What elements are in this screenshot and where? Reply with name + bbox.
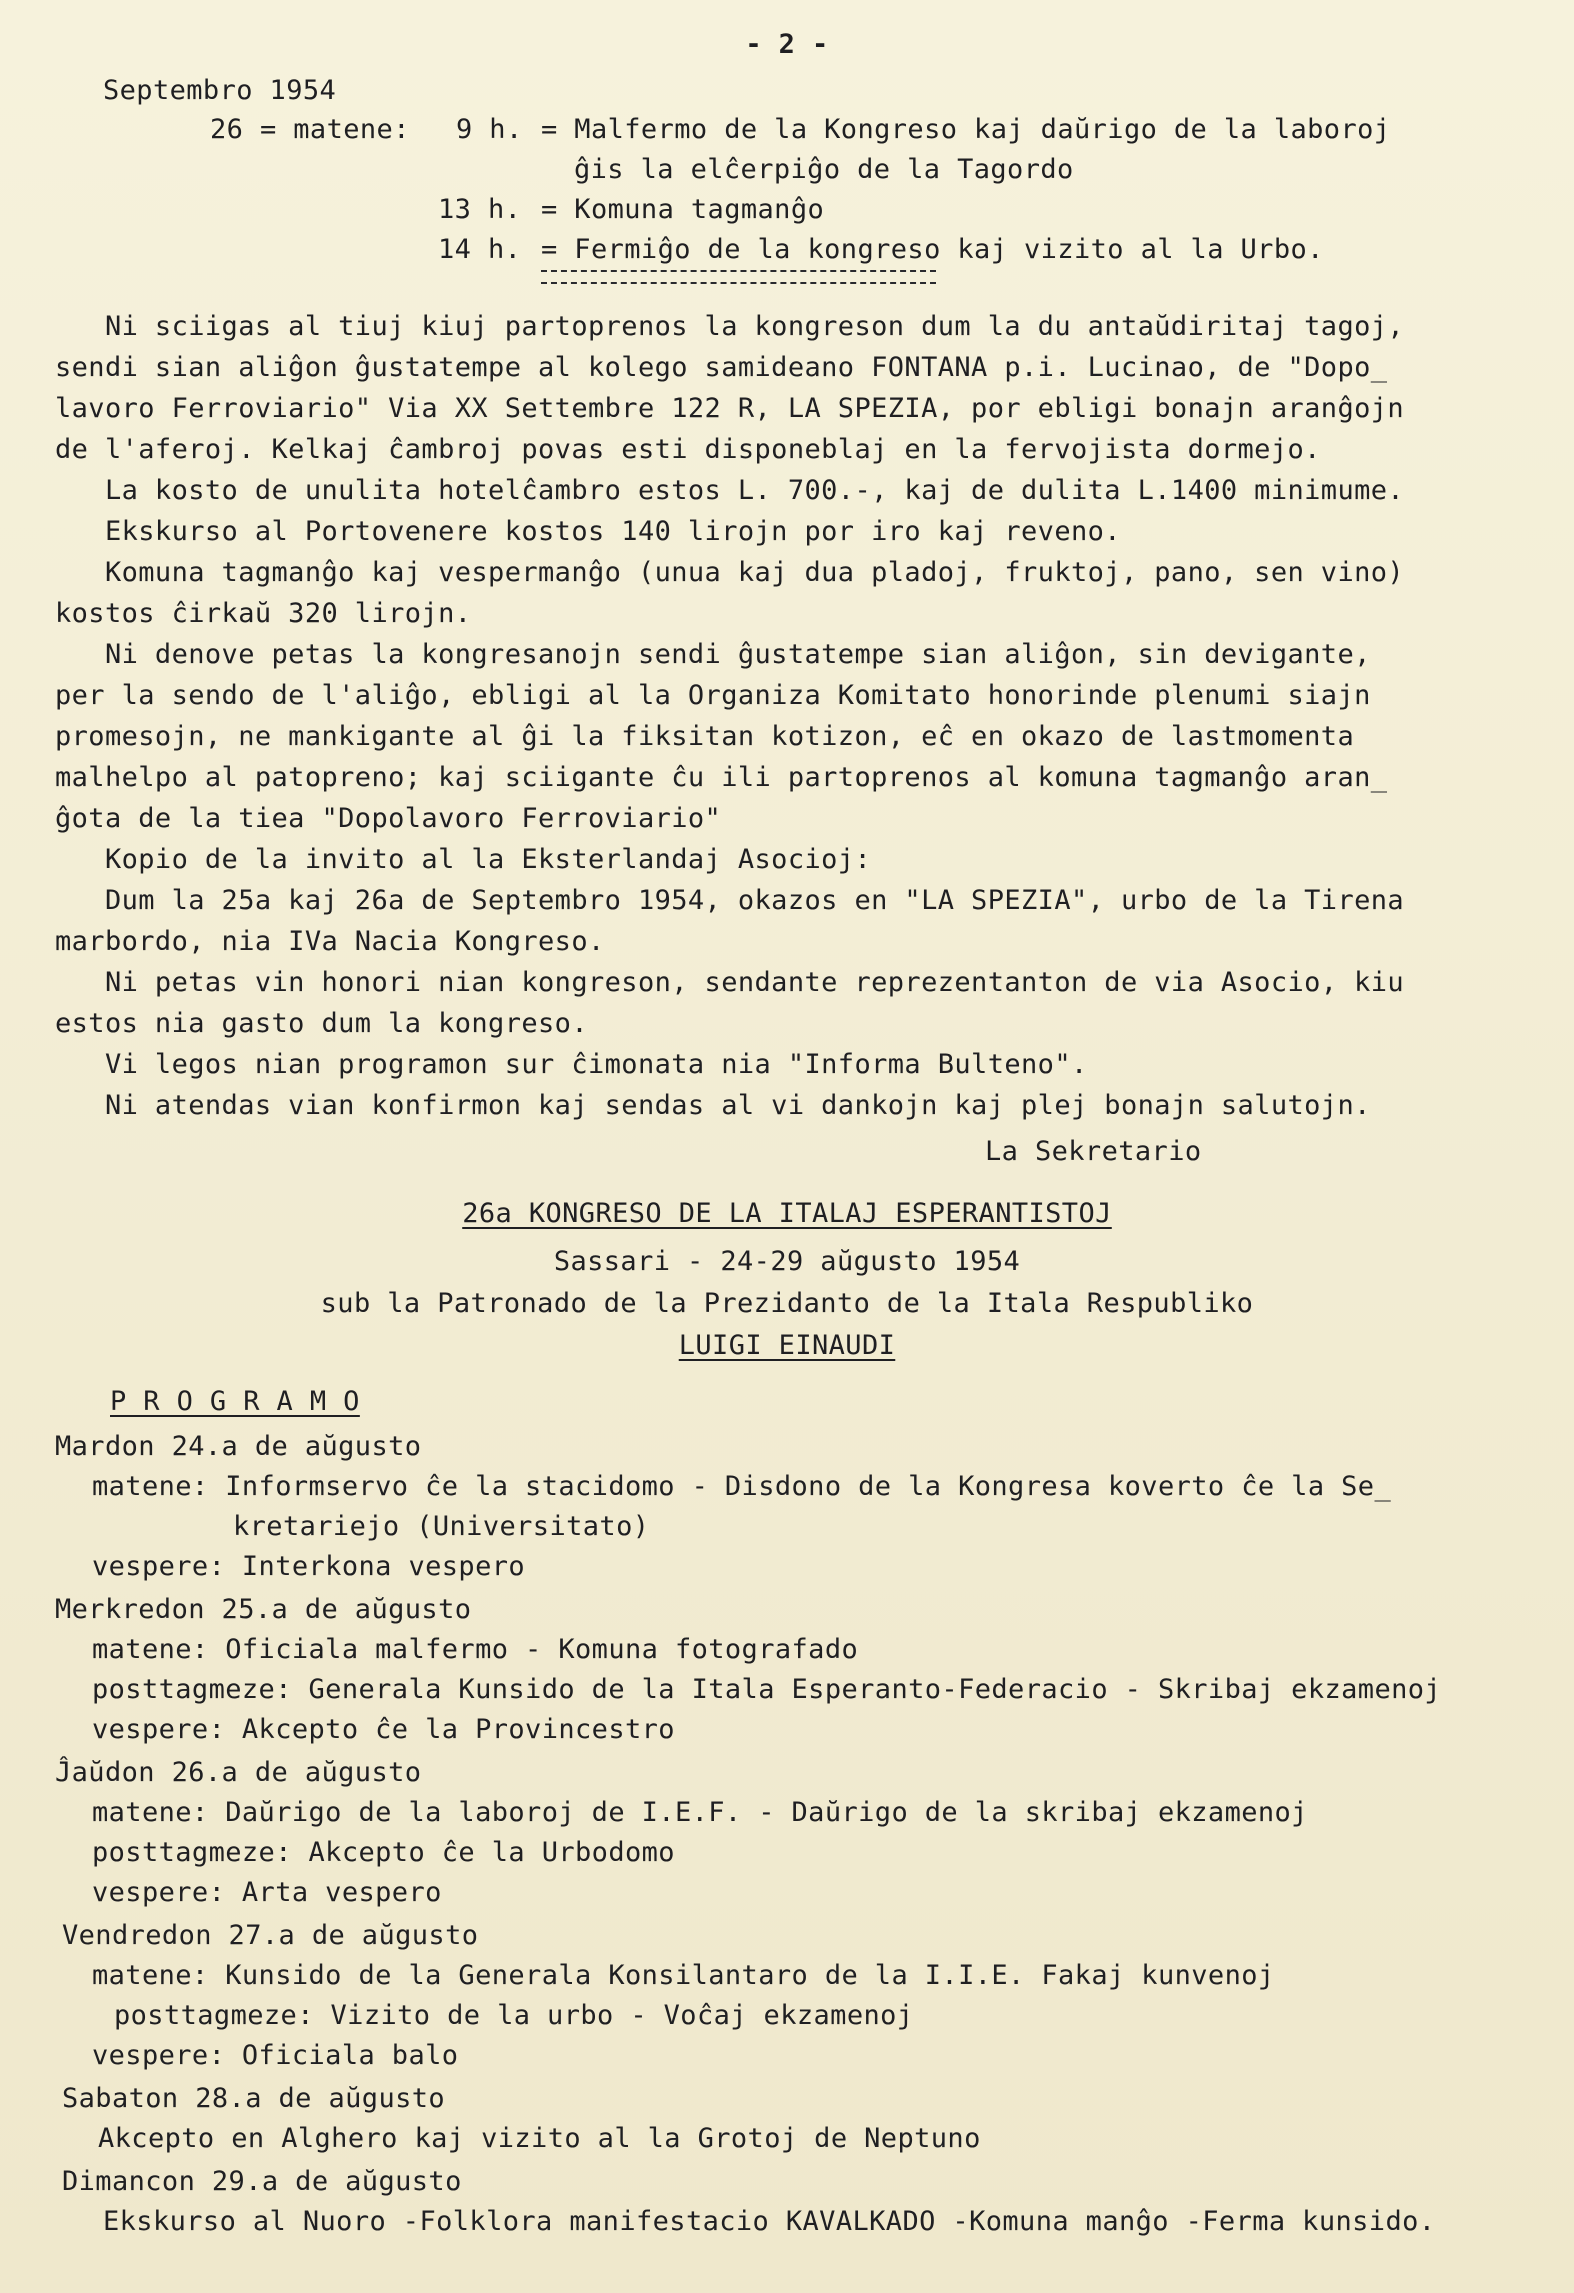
program-entry: vespere: Akcepto ĉe la Provincestro [92,1714,675,1745]
schedule-text: = Komuna tagmanĝo [541,194,825,225]
program-entry: Akcepto en Alghero kaj vizito al la Grotoj de Neptuno [98,2123,981,2154]
program-entry: posttagmeze: Generala Kunsido de la Itala Esperanto-Federacio - Skribaj ekzamenoj [92,1674,1442,1705]
body-line: La kosto de unulita hotelĉambro estos L. 700.-, kaj de dulita L.1400 minimume. [55,475,1405,506]
body-line: Ekskurso al Portovenere kostos 140 lirojn por iro kaj reveno. [55,516,1121,547]
body-line: estos nia gasto dum la kongreso. [55,1008,588,1039]
schedule-time: 14 h. [438,234,522,265]
program-day: Dimancon 29.a de aŭgusto [62,2166,462,2197]
program-day: Merkredon 25.a de aŭgusto [55,1594,472,1625]
program-entry: matene: Kunsido de la Generala Konsilantaro de la I.I.E. Fakaj kunvenoj [92,1960,1275,1991]
body-line: Ni denove petas la kongresanojn sendi ĝustatempe sian aliĝon, sin devigante, [55,639,1371,670]
program-entry: matene: Informservo ĉe la stacidomo - Disdono de la Kongresa koverto ĉe la Se_ [92,1471,1392,1502]
body-line: Komuna tagmanĝo kaj vespermanĝo (unua kaj dua pladoj, fruktoj, pano, sen vino) [55,557,1405,588]
schedule-text: = Malfermo de la Kongreso kaj daŭrigo de la laboroj [541,114,1391,145]
congress-title: 26a KONGRESO DE LA ITALAJ ESPERANTISTOJ [462,1198,1112,1229]
schedule-day: 26 = matene: [210,114,410,145]
body-line: Vi legos nian programon sur ĉimonata nia "Informa Bulteno". [55,1049,1088,1080]
schedule-time: 13 h. [438,194,522,225]
program-entry: vespere: Interkona vespero [92,1551,526,1582]
body-line: ĝota de la tiea "Dopolavoro Ferroviario" [55,803,722,834]
body-line: sendi sian aliĝon ĝustatempe al kolego samideano FONTANA p.i. Lucinao, de "Dopo_ [55,352,1388,383]
program-entry: matene: Daŭrigo de la laboroj de I.E.F. - Daŭrigo de la skribaj ekzamenoj [92,1797,1308,1828]
body-line: Kopio de la invito al la Eksterlandaj Asocioj: [55,844,872,875]
program-entry: posttagmeze: Vizito de la urbo - Voĉaj ekzamenoj [114,2000,914,2031]
body-line: Dum la 25a kaj 26a de Septembro 1954, okazos en "LA SPEZIA", urbo de la Tirena [55,885,1405,916]
program-entry: posttagmeze: Akcepto ĉe la Urbodomo [92,1837,675,1868]
program-day: Sabaton 28.a de aŭgusto [62,2083,446,2114]
program-entry: kretariejo (Universitato) [233,1511,650,1542]
program-entry: vespere: Oficiala balo [92,2040,459,2071]
program-entry: Ekskurso al Nuoro -Folklora manifestacio KAVALKADO -Komuna manĝo -Ferma kunsido. [103,2206,1436,2237]
body-line: marbordo, nia IVa Nacia Kongreso. [55,926,605,957]
schedule-text: = Fermiĝo de la kongreso kaj vizito al la Urbo. [541,234,1324,265]
program-day: Ĵaŭdon 26.a de aŭgusto [55,1757,422,1788]
program-day: Vendredon 27.a de aŭgusto [62,1920,479,1951]
program-heading: P R O G R A M O [110,1386,360,1417]
body-line: Ni petas vin honori nian kongreson, sendante reprezentanton de via Asocio, kiu [55,967,1405,998]
body-line: promesojn, ne mankigante al ĝi la fiksitan kotizon, eĉ en okazo de lastmomenta [55,721,1355,752]
schedule-text: ĝis la elĉerpiĝo de la Tagordo [574,154,1074,185]
program-entry: vespere: Arta vespero [92,1877,442,1908]
congress-location-dates: Sassari - 24-29 aŭgusto 1954 [553,1246,1021,1277]
body-line: kostos ĉirkaŭ 320 lirojn. [55,598,472,629]
body-line: lavoro Ferroviario" Via XX Settembre 122 R, LA SPEZIA, por ebligi bonajn aranĝojn [55,393,1405,424]
congress-patronage: sub la Patronado de la Prezidanto de la Itala Respubliko [320,1288,1254,1319]
program-day: Mardon 24.a de aŭgusto [55,1431,422,1462]
body-line: malhelpo al patopreno; kaj sciigante ĉu ili partoprenos al komuna tagmanĝo aran_ [55,762,1388,793]
schedule-month: Septembro 1954 [103,75,337,106]
program-entry: matene: Oficiala malfermo - Komuna fotografado [92,1634,859,1665]
body-line: Ni sciigas al tiuj kiuj partoprenos la kongreson dum la du antaŭdiritaj tagoj, [55,311,1405,342]
body-line: Ni atendas vian konfirmon kaj sendas al vi dankojn kaj plej bonajn salutojn. [55,1090,1371,1121]
schedule-time: 9 h. [456,114,523,145]
signature: La Sekretario [985,1136,1202,1167]
body-line: de l'aferoj. Kelkaj ĉambroj povas esti disponeblaj en la fervojista dormejo. [55,434,1321,465]
double-dashed-rule [541,270,936,284]
page-number: - 2 - [745,29,829,60]
body-line: per la sendo de l'aliĝo, ebligi al la Organiza Komitato honorinde plenumi siajn [55,680,1371,711]
congress-president: LUIGI EINAUDI [678,1330,896,1361]
